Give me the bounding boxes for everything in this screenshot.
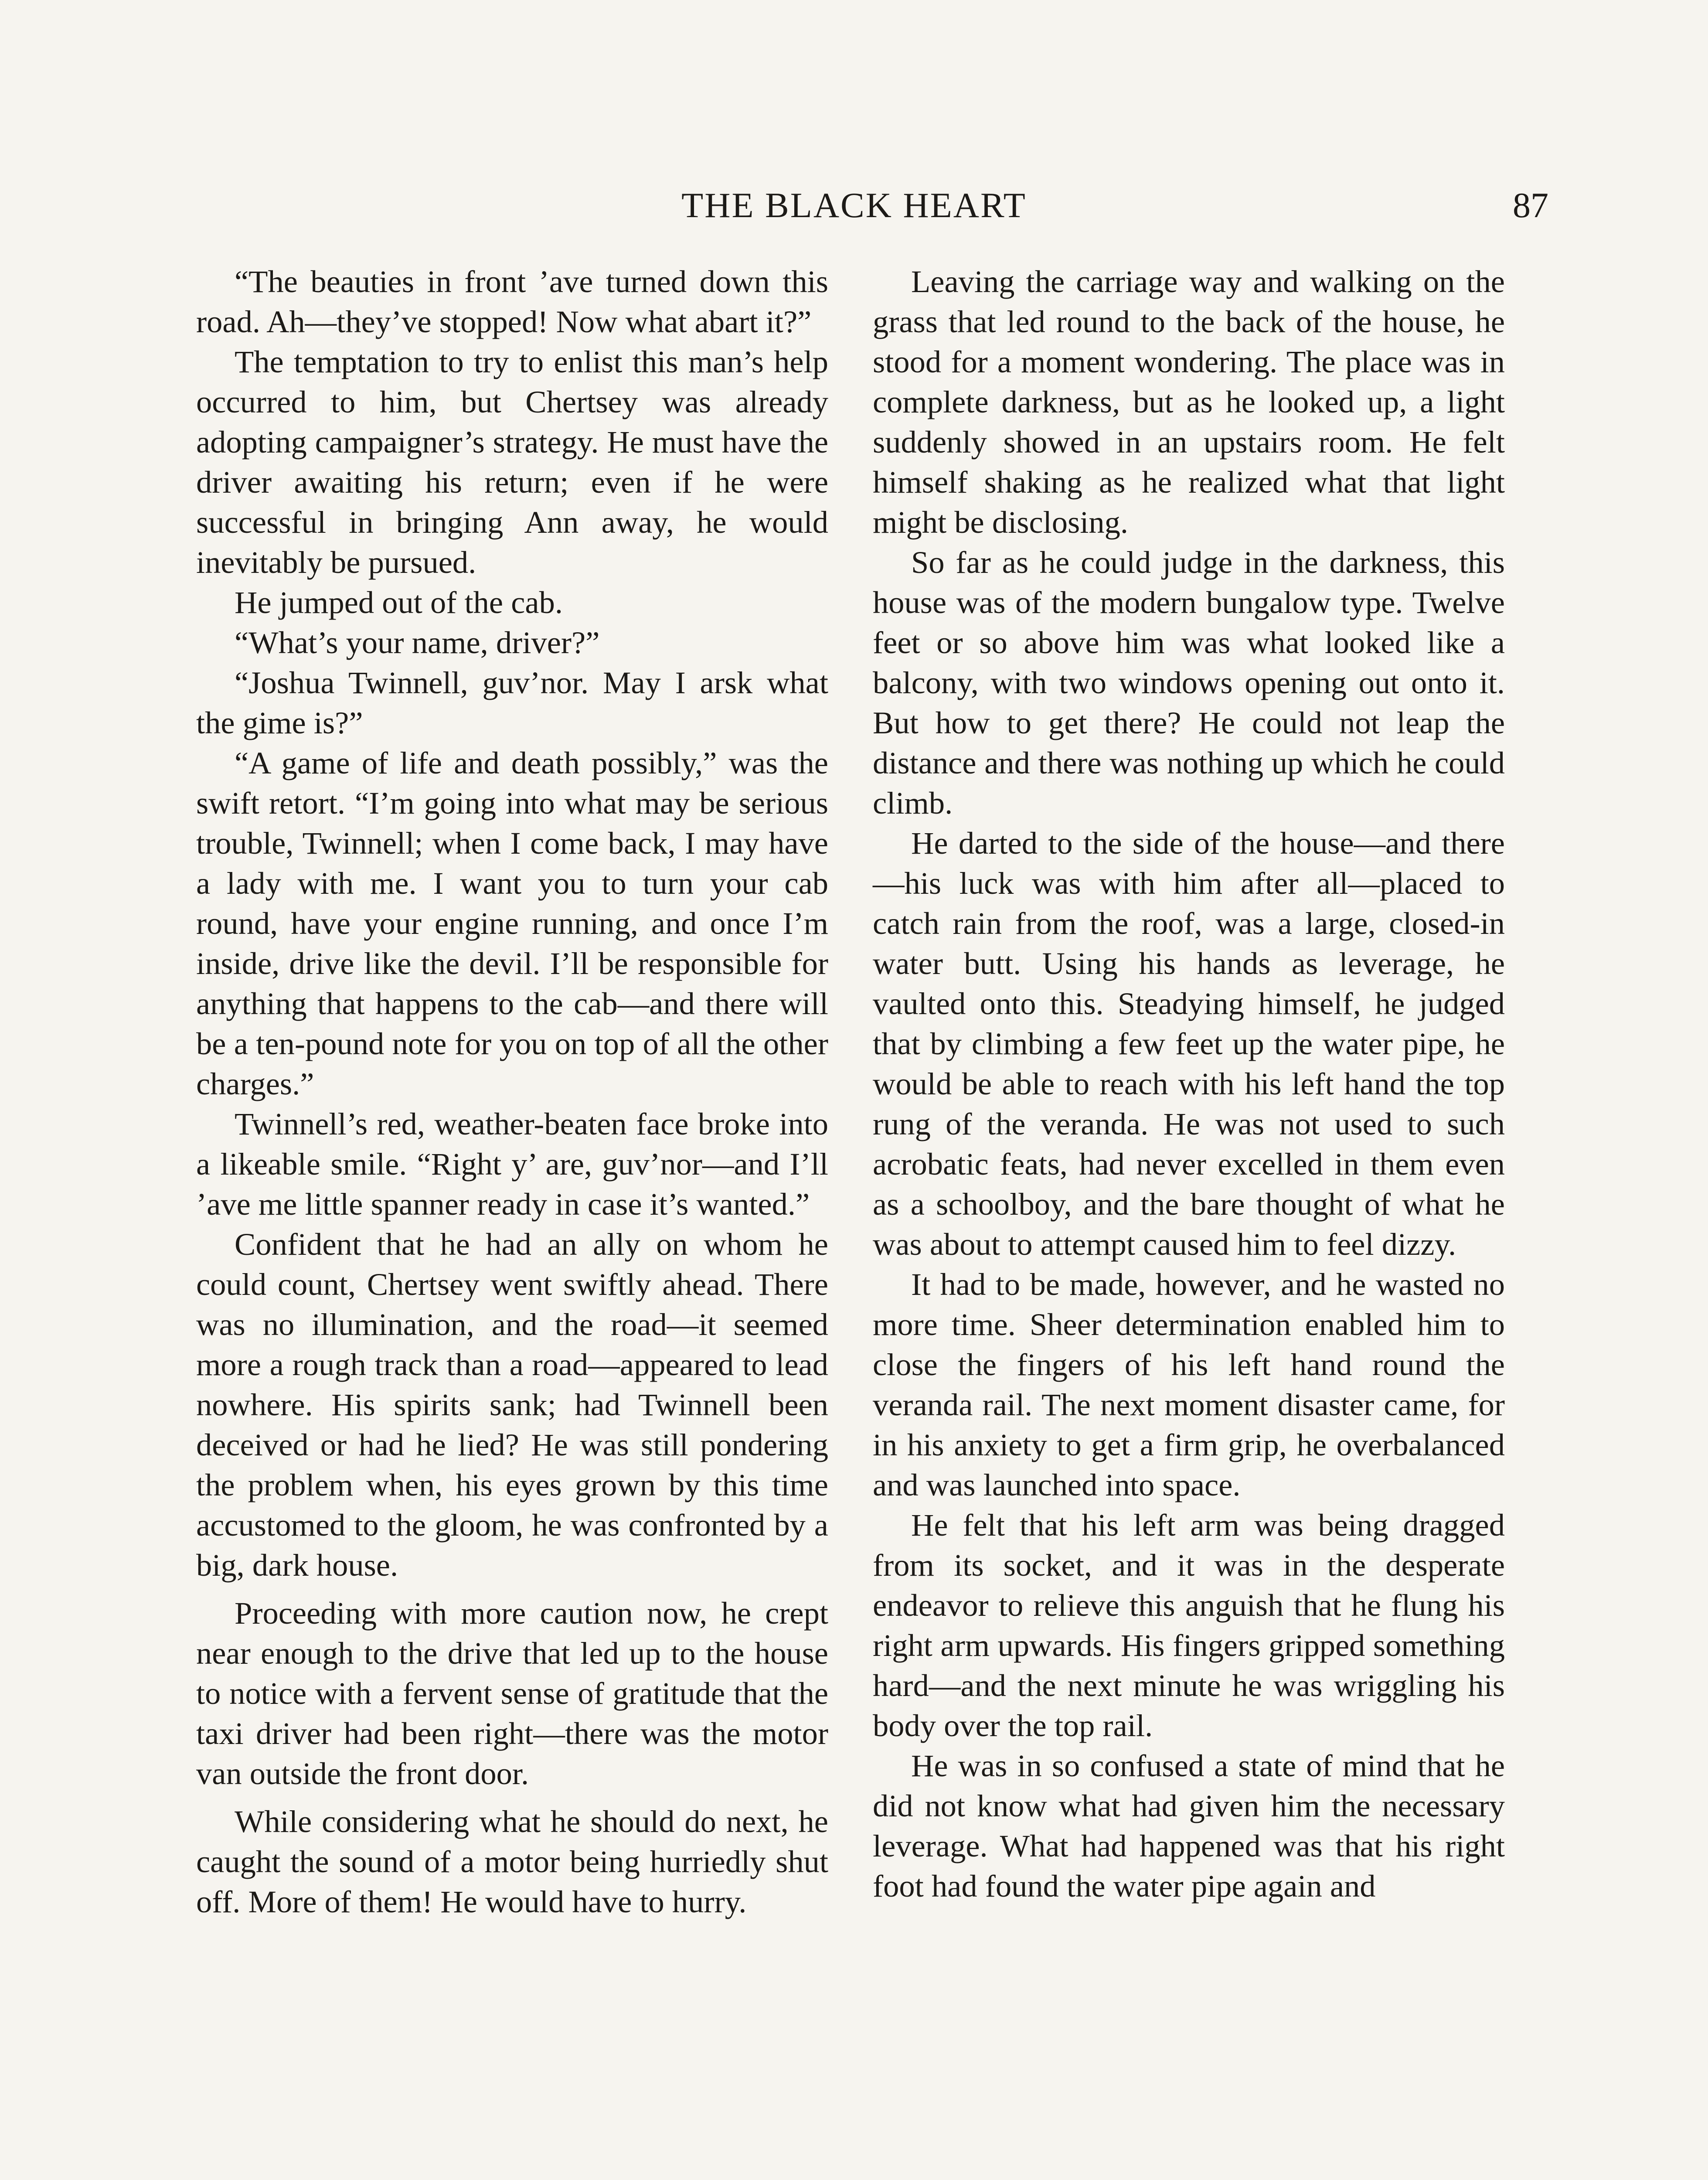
paragraph: He was in so confused a state of mind that he did not know what had given him the necessary leverage. What had happened was that his right foot had found the water pipe again and [873,1748,1505,1904]
paragraph: While considering what he should do next, he caught the sound of a motor being hurriedly shut off. More of them! He would have to hurry. [196,1804,828,1919]
paragraph: “Joshua Twinnell, guv’nor. May I arsk what the gime is?” [196,665,828,740]
paragraph: He felt that his left arm was being dragged from its socket, and it was in the desperate endeavor to relieve this anguish that he flung his right arm upwards. His fingers gripped something hard—and the next minute he was wriggling his body over the top rail. [873,1507,1505,1743]
paragraph: “A game of life and death possibly,” was the swift retort. “I’m going into what may be serious trouble, Twinnell; when I come back, I may have a lady with me. I want you to turn your cab round, have your engine running, and once I’m inside, drive like the devil. I’ll be responsible for anything that happens to the cab—and there will be a ten-pound note for you on top of all the other charges.” [196,745,828,1101]
left-column [196,262,828,1922]
paragraph: Leaving the carriage way and walking on the grass that led round to the back of the house, he stood for a moment wondering. The place was in complete darkness, but as he looked up, a light suddenly showed in an upstairs room. He felt himself shaking as he realized what that light might be disclosing. [873,264,1505,540]
page-number: 87 [1513,185,1548,225]
paragraph: Confident that he had an ally on whom he could count, Chertsey went swiftly ahead. There was no illumination, and the road—it seemed more a rough track than a road—appeared to lead nowhere. His spirits sank; had Twinnell been deceived or had he lied? He was still pondering the problem when, his eyes grown by this time accustomed to the gloom, he was confronted by a big, dark house. [196,1226,828,1583]
paragraph: The temptation to try to enlist this man’s help occurred to him, but Chertsey was already adopting campaigner’s strategy. He must have the driver awaiting his return; even if he were successful in bringing Ann away, he would inevitably be pursued. [196,344,828,580]
paragraph: He jumped out of the cab. [235,585,563,620]
paragraph: It had to be made, however, and he wasted no more time. Sheer determination enabled him to close the fingers of his left hand round the veranda rail. The next moment disaster came, for in his anxiety to get a firm grip, he overbalanced and was launched into space. [873,1267,1505,1502]
paragraph: So far as he could judge in the darkness, this house was of the modern bungalow type. Twelve feet or so above him was what looked like a balcony, with two windows opening out onto it. But how to get there? He could not leap the distance and there was nothing up which he could climb. [873,545,1505,821]
right-column [873,262,1505,1906]
paragraph: Proceeding with more caution now, he crept near enough to the drive that led up to the house to notice with a fervent sense of gratitude that the taxi driver had been right—there was the motor van outside the front door. [196,1595,828,1791]
running-head-title: THE BLACK HEART [681,185,1027,225]
paragraph: “The beauties in front ’ave turned down this road. Ah—they’ve stopped! Now what abart it?” [196,264,828,339]
paragraph: Twinnell’s red, weather-beaten face broke into a likeable smile. “Right y’ are, guv’nor—and I’ll ’ave me little spanner ready in case it’s wanted.” [196,1106,828,1222]
paragraph: He darted to the side of the house—and there—his luck was with him after all—placed to catch rain from the roof, was a large, closed-in water butt. Using his hands as leverage, he vaulted onto this. Steadying himself, he judged that by climbing a few feet up the water pipe, he would be able to reach with his left hand the top rung of the veranda. He was not used to such acrobatic feats, had never excelled in them even as a schoolboy, and the bare thought of what he was about to attempt caused him to feel dizzy. [873,825,1505,1262]
paragraph: “What’s your name, driver?” [235,625,600,660]
